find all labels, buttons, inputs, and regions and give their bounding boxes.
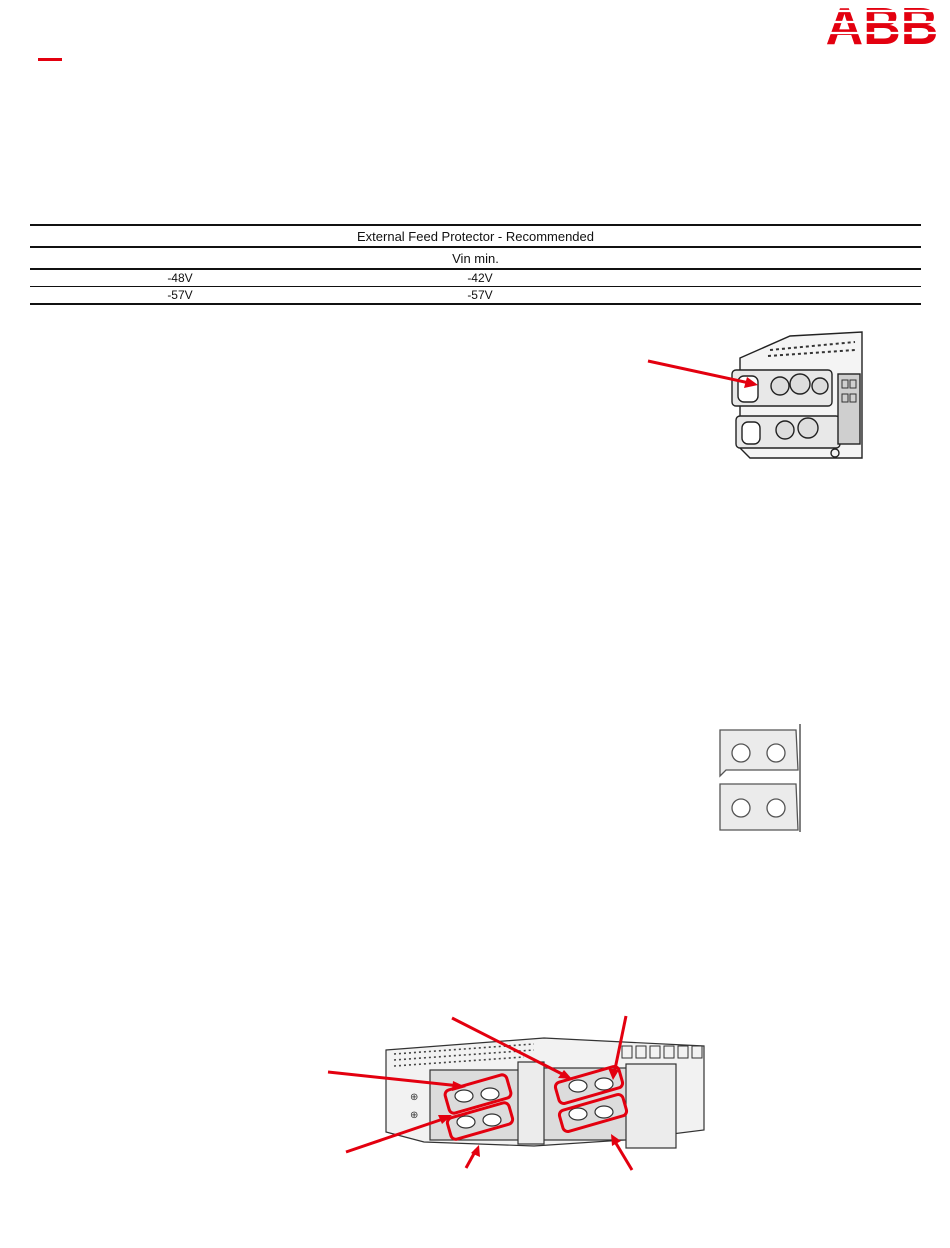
accent-mark [38,58,62,61]
bus-bar-terminal-icon [716,722,808,834]
shelf-terminal-blocks-icon [324,1010,708,1174]
table-subheader-row [30,247,921,269]
abb-logo [824,0,940,46]
power-terminal-closeup-icon [640,328,865,460]
table-subheader: Vin min. [452,250,499,266]
abb-logo-text: ABB [825,0,939,46]
table-row [30,269,921,287]
table-row [30,287,921,305]
table-title-row [30,225,921,247]
feed-protector-table [30,224,921,305]
table-title: External Feed Protector - Recommended [357,228,594,244]
svg-text:⊕: ⊕ [410,1110,419,1121]
nominal-voltage-cell: -57V [167,288,193,302]
svg-text:⊕: ⊕ [410,1092,419,1103]
nominal-voltage-cell: -48V [167,271,193,285]
vin-min-cell: -57V [467,288,493,302]
vin-min-cell: -42V [467,271,493,285]
